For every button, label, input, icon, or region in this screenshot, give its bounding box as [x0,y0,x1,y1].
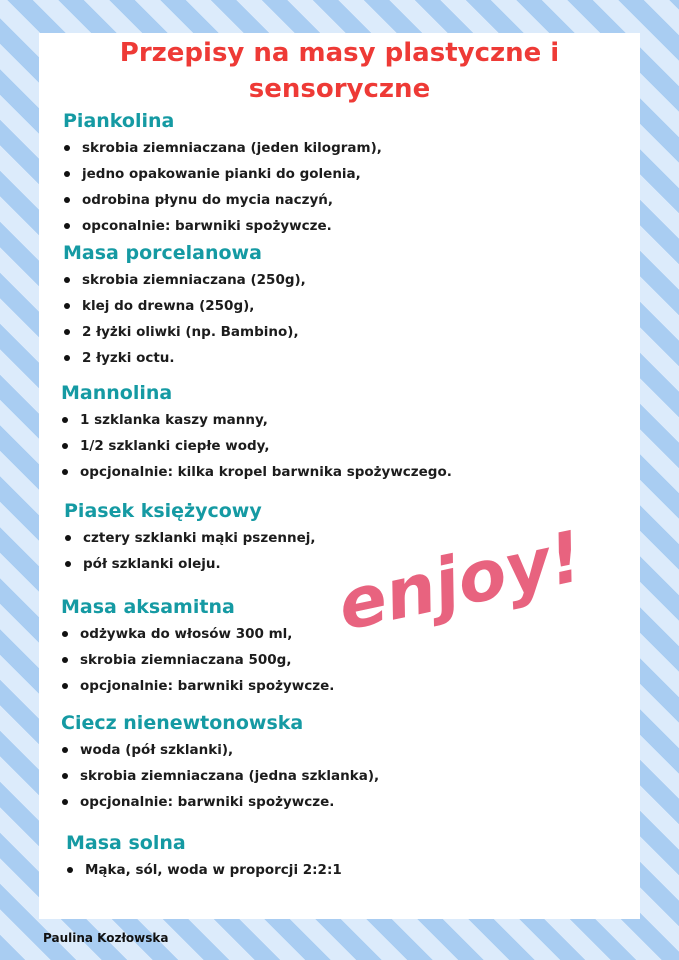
section-heading: Piasek księżycowy [64,500,262,522]
bullet-icon [62,657,68,663]
section-heading: Masa solna [66,832,186,854]
list-item [61,459,452,485]
item-text: opcjonalnie: kilka kropel barwnika spożywczego. [80,464,452,480]
recipe-card [39,33,640,919]
bullet-icon [62,773,68,779]
list-item [64,525,315,551]
section-ciecz-nienewtonowska [61,711,379,815]
enjoy-text: enjoy! [330,515,590,647]
item-text: 1 szklanka kaszy manny, [80,412,268,428]
item-text: skrobia ziemniaczana 500g, [80,652,292,668]
section-heading: Ciecz nienewtonowska [61,712,304,734]
bullet-icon [62,747,68,753]
list-item [64,551,315,577]
list-item [61,789,379,815]
list-item [61,737,379,763]
list-item [61,673,334,699]
item-text: 2 łyżki oliwki (np. Bambino), [82,324,299,340]
section-heading: Piankolina [63,110,175,132]
list-item [66,857,342,883]
list-item [61,407,452,433]
bullet-icon [64,171,70,177]
section-heading: Masa aksamitna [61,596,235,618]
item-text: skrobia ziemniaczana (jeden kilogram), [82,140,382,156]
list-item [63,135,382,161]
list-item [61,763,379,789]
bullet-icon [64,223,70,229]
list-item [61,433,452,459]
section-piankolina [63,109,382,239]
bullet-icon [64,329,70,335]
item-text: pół szklanki oleju. [83,556,221,572]
list-item [63,345,306,371]
bullet-icon [64,197,70,203]
page-title: Przepisy na masy plastyczne i sensoryczne [119,38,560,104]
item-text: 1/2 szklanki ciepłe wody, [80,438,270,454]
list-item [63,319,306,345]
author-credit: Paulina Kozłowska [43,931,169,945]
item-text: opcjonalnie: barwniki spożywcze. [80,794,335,810]
ingredient-list [61,621,334,699]
item-text: opconalnie: barwniki spożywcze. [82,218,332,234]
item-text: skrobia ziemniaczana (250g), [82,272,306,288]
item-text: jedno opakowanie pianki do golenia, [82,166,361,182]
item-text: cztery szklanki mąki pszennej, [83,530,316,546]
list-item [63,161,382,187]
list-item [61,621,334,647]
list-item [61,647,334,673]
ingredient-list [61,737,379,815]
item-text: Mąka, sól, woda w proporcji 2:2:1 [85,862,342,878]
bullet-icon [65,561,71,567]
section-masa-solna [66,831,342,883]
item-text: skrobia ziemniaczana (jedna szklanka), [80,768,380,784]
bullet-icon [65,535,71,541]
bullet-icon [62,799,68,805]
bullet-icon [64,355,70,361]
list-item [63,187,382,213]
section-masa-porcelanowa [63,241,306,371]
ingredient-list [63,135,382,239]
bullet-icon [62,417,68,423]
bullet-icon [67,867,73,873]
item-text: odrobina płynu do mycia naczyń, [82,192,334,208]
item-text: klej do drewna (250g), [82,298,255,314]
bullet-icon [62,443,68,449]
item-text: odżywka do włosów 300 ml, [80,626,293,642]
section-masa-aksamitna [61,595,334,699]
item-text: opcjonalnie: barwniki spożywcze. [80,678,335,694]
ingredient-list [66,857,342,883]
section-heading: Masa porcelanowa [63,242,262,264]
ingredient-list [64,525,315,577]
bullet-icon [62,683,68,689]
item-text: 2 łyzki octu. [82,350,175,366]
section-heading: Mannolina [61,382,173,404]
bullet-icon [64,145,70,151]
list-item [63,267,306,293]
list-item [63,293,306,319]
bullet-icon [64,277,70,283]
item-text: woda (pół szklanki), [80,742,234,758]
enjoy-lettering [330,500,590,650]
ingredient-list [61,407,452,485]
list-item [63,213,382,239]
bullet-icon [62,469,68,475]
section-piasek-ksiezycowy [64,499,315,577]
section-mannolina [61,381,452,485]
bullet-icon [64,303,70,309]
bullet-icon [62,631,68,637]
ingredient-list [63,267,306,371]
